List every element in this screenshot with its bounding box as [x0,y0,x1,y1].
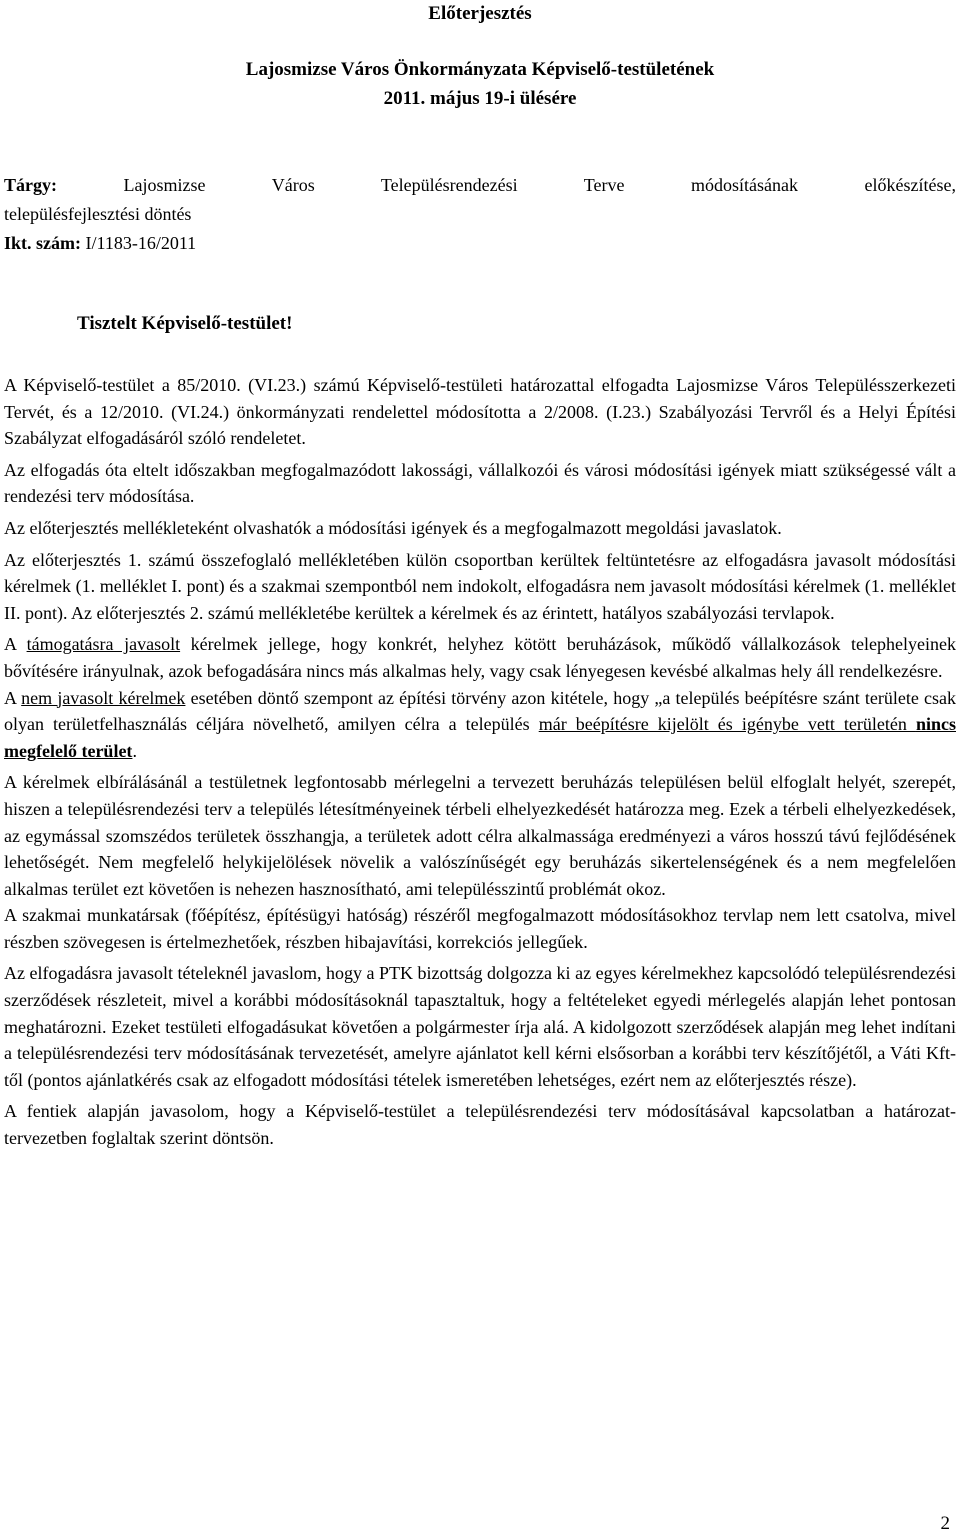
paragraph-4: Az előterjesztés 1. számú összefoglaló mellékletében külön csoportban kerültek feltüntetésre az elfogadásra javasolt módosítási kérelmek (1. melléklet I. pont) és a szakmai szempontból nem indokolt, elfogadásra nem javasolt módosítási kérelmek (1. melléklet II. pont). Az előterjesztés 2. számú mellékletébe kerültek a kérelmek és az érintett, hatályos szabályozási tervlapok. [4,549,956,623]
subject-block [4,171,956,258]
subject-text-2: településfejlesztési döntés [4,204,192,224]
paragraph-3: Az előterjesztés mellékleteként olvashatók a módosítási igények és a megfogalmazott megoldási javaslatok. [4,517,782,538]
paragraph-6-end: . [132,740,137,761]
subject-text-1: Lajosmizse Város Településrendezési Terve módosításának előkészítése, [123,175,956,195]
meeting-line-1: Lajosmizse Város Önkormányzata Képviselő-testületének [245,59,715,80]
subject-label: Tárgy: [4,175,57,195]
reference-value: I/1183-16/2011 [85,233,197,253]
page-number: 2 [940,1513,950,1534]
subject-line-1 [4,171,956,200]
reference-number-line [4,229,956,258]
paragraph-6-underlined: nem javasolt kérelmek [21,687,186,708]
paragraph-8: A szakmai munkatársak (főépítész, építésügyi hatóság) részéről megfogalmazott módosításokhoz tervlap nem lett csatolva, mivel részben szövegesen is értelmezhetőek, részben hibajavítási, korrekciós jellegűek. [4,905,956,952]
paragraph-2: Az elfogadás óta eltelt időszakban megfogalmazódott lakossági, vállalkozói és városi módosítási igények miatt szükségessé vált a rendezési terv módosítása. [4,459,956,507]
paragraph-6-underlined-2: már beépítésre kijelölt és igénybe vett területén [538,714,916,735]
paragraph-5-text-a: A [4,634,27,655]
paragraph-5-text-b: kérelmek jellege, hogy konkrét, helyhez kötött beruházások, működő vállalkozások telephelyeinek bővítésére irányulnak, azok befogadására nincs más alkalmas hely, vagy csak lényegesen kevésbé alkalmas hely áll rendelkezésre. [4,634,956,681]
paragraph-10: A fentiek alapján javasolom, hogy a Képviselő-testület a településrendezési terv módosításával kapcsolatban a határozat-tervezetben foglaltak szerint döntsön. [4,1101,956,1149]
paragraph-5 [4,631,956,684]
document-body [4,372,956,1152]
meeting-line-2: 2011. május 19-i ülésére [383,88,577,109]
paragraph-7: A kérelmek elbírálásánál a testületnek legfontosabb mérlegelni a tervezett beruházás településen belül elfoglalt helyét, szerepét, hiszen a településrendezési terv a település létesítményeinek térbeli elhelyezkedését határozza meg. Ezek a térbeli elhelyezkedések, az egymással szomszédos területek összhangja, a területek adott célra alkalmassága eredményezi a város hosszú távú fejlődésének lehetőségét. Nem megfelelő helykijelölések növelik a valószínűségét egy beruházás sikertelenségének és a nem megfelelően alkalmas terület ezt követően is nehezen hasznosítható, ami településszintű problémát okoz. [4,772,956,899]
meeting-heading [4,55,956,113]
paragraph-6-text-b: esetében döntő szempont az építési törvény azon kitétele, hogy „a település beépítésre szánt területe csak olyan területfelhasználás céljára növelhető, amilyen célra a település [4,687,956,735]
paragraph-9: Az elfogadásra javasolt tételeknél javaslom, hogy a PTK bizottság dolgozza ki az egyes kérelmekhez kapcsolódó településrendezési szerződések részleteit, mivel a korábbi módosításoknál tapasztaltuk, hogy a feltételeket egyedi mérlegelés alapján lehet pontosan meghatározni. Ezeket testületi elfogadásukat követően a polgármester írja alá. A kidolgozott szerződések alapján meg lehet indítani a településrendezési terv módosításának tervezetését, amelyre ajánlatot kell kérni elsősorban a korábbi terv készítőjétől, a Váti Kft-től (pontos ajánlatkérés csak az elfogadott módosítási tételek ismeretében lehetséges, ezért nem az előterjesztés része). [4,963,956,1090]
document-title: Előterjesztés [428,3,532,24]
paragraph-5-underlined: támogatásra javasolt [26,634,181,655]
paragraph-1: A Képviselő-testület a 85/2010. (VI.23.) számú Képviselő-testületi határozattal elfogadta Lajosmizse Város Településszerkezeti Tervét, és a 12/2010. (VI.24.) önkormányzati rendelettel módosította a 2/2008. (I.23.) Szabályozási Tervről és a Helyi Építési Szabályzat elfogadásáról szóló rendeletet. [4,375,956,449]
greeting: Tisztelt Képviselő-testület! [77,313,293,334]
reference-label: Ikt. szám: [4,233,81,253]
paragraph-6 [4,685,956,765]
paragraph-6-bold: nincs megfelelő terület [4,714,956,761]
paragraph-6-text-a: A [4,687,22,708]
